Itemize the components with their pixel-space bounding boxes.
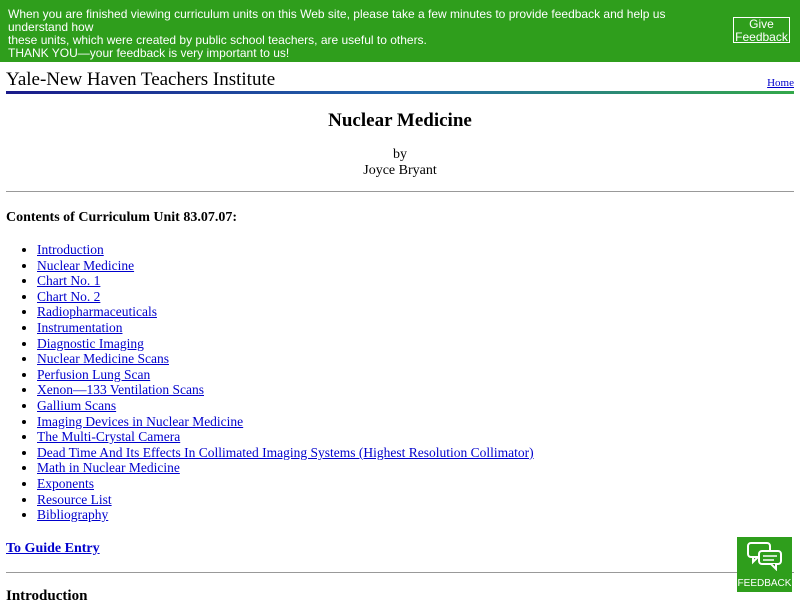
toc-item xyxy=(37,336,534,352)
toc-item xyxy=(37,289,534,305)
feedback-widget-label: FEEDBACK xyxy=(737,578,792,589)
toc-link[interactable]: Exponents xyxy=(37,475,94,491)
toc-item xyxy=(37,429,534,445)
table-of-contents xyxy=(0,242,534,523)
toc-item xyxy=(37,242,534,258)
header-divider xyxy=(6,91,794,94)
home-link[interactable]: Home xyxy=(767,77,794,89)
toc-link[interactable]: Perfusion Lung Scan xyxy=(37,366,151,382)
toc-item xyxy=(37,414,534,430)
toc-link[interactable]: Nuclear Medicine Scans xyxy=(37,351,169,367)
byline-label: by xyxy=(393,147,407,162)
toc-link[interactable]: Chart No. 1 xyxy=(37,273,101,289)
page-title: Nuclear Medicine xyxy=(328,110,472,131)
give-feedback-line-1: Give xyxy=(749,17,774,31)
toc-item xyxy=(37,382,534,398)
toc-item xyxy=(37,304,534,320)
toc-link[interactable]: Instrumentation xyxy=(37,319,123,335)
toc-link[interactable]: Resource List xyxy=(37,491,112,507)
toc-item xyxy=(37,492,534,508)
toc-link[interactable]: Imaging Devices in Nuclear Medicine xyxy=(37,413,244,429)
author-name: Joyce Bryant xyxy=(363,163,437,178)
give-feedback-line-2: Feedback xyxy=(735,30,788,44)
guide-entry-link[interactable]: To Guide Entry xyxy=(6,541,100,556)
toc-link[interactable]: Xenon—133 Ventilation Scans xyxy=(37,382,204,398)
toc-item xyxy=(37,273,534,289)
toc-item xyxy=(37,460,534,476)
toc-link[interactable]: Diagnostic Imaging xyxy=(37,335,144,351)
feedback-widget-button[interactable] xyxy=(737,537,792,592)
divider xyxy=(6,191,794,192)
toc-item xyxy=(37,258,534,274)
site-title: Yale-New Haven Teachers Institute xyxy=(6,69,276,90)
contents-heading: Contents of Curriculum Unit 83.07.07: xyxy=(6,210,237,225)
toc-link[interactable]: Nuclear Medicine xyxy=(37,257,135,273)
toc-item xyxy=(37,398,534,414)
chat-bubbles-icon xyxy=(746,541,784,571)
toc-link[interactable]: Radiopharmaceuticals xyxy=(37,304,157,320)
toc-link[interactable]: Math in Nuclear Medicine xyxy=(37,460,180,476)
toc-link[interactable]: The Multi-Crystal Camera xyxy=(37,429,181,445)
toc-link[interactable]: Dead Time And Its Effects In Collimated Imaging Systems (Highest Resolution Collimator) xyxy=(37,444,534,460)
toc-link[interactable]: Gallium Scans xyxy=(37,397,117,413)
banner-line-1: When you are finished viewing curriculum units on this Web site, please take a few minutes to provide feedback and help us understand how xyxy=(8,7,666,34)
toc-item xyxy=(37,476,534,492)
toc-item xyxy=(37,320,534,336)
banner-message xyxy=(8,8,723,60)
toc-link[interactable]: Bibliography xyxy=(37,507,109,523)
give-feedback-button[interactable] xyxy=(733,17,790,43)
banner-line-3: THANK YOU—your feedback is very important to us! xyxy=(8,46,290,60)
toc-item xyxy=(37,351,534,367)
banner-line-2: these units, which were created by public school teachers, are useful to others. xyxy=(8,33,427,47)
toc-item xyxy=(37,507,534,523)
toc-item xyxy=(37,367,534,383)
divider xyxy=(6,572,794,573)
toc-link[interactable]: Chart No. 2 xyxy=(37,288,101,304)
feedback-banner xyxy=(0,0,800,62)
toc-link[interactable]: Introduction xyxy=(37,242,104,257)
toc-item xyxy=(37,445,534,461)
section-heading: Introduction xyxy=(6,588,88,604)
